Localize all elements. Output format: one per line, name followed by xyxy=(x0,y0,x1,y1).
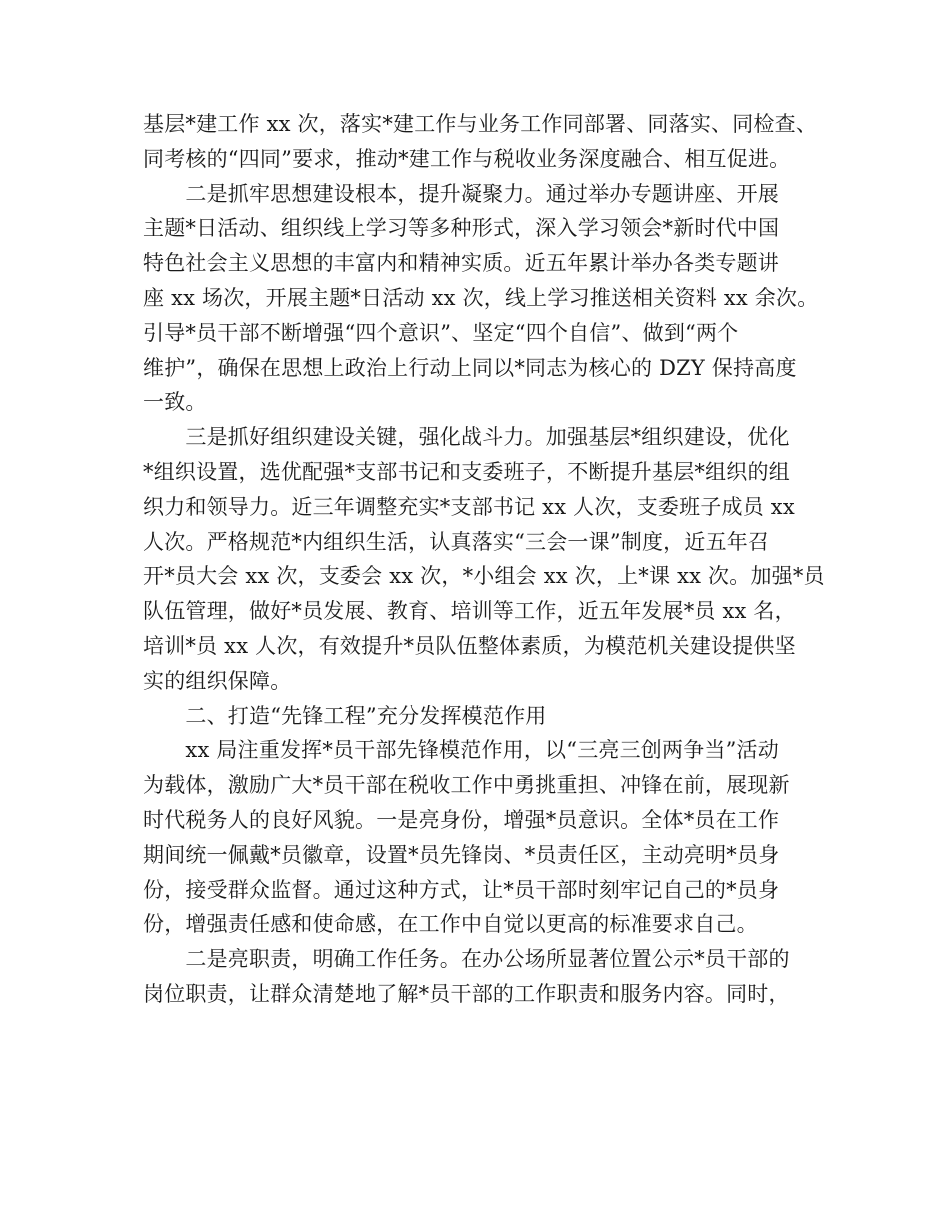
text-line: 岗位职责，让群众清楚地了解*员干部的工作职责和服务内容。同时， xyxy=(143,981,790,1006)
text-line: 特色社会主义思想的丰富内和精神实质。近五年累计举办各类专题讲 xyxy=(143,251,779,276)
text-line: 份，增强责任感和使命感，在工作中自觉以更高的标准要求自己。 xyxy=(143,912,758,937)
paragraph xyxy=(143,699,833,734)
text-line: 织力和领导力。近三年调整充实*支部书记 xx 人次，支委班子成员 xx xyxy=(143,494,795,519)
text-line: 实的组织保障。 xyxy=(143,668,292,693)
text-line: 人次。严格规范*内组织生活，认真落实“三会一课”制度，近五年召 xyxy=(143,529,770,554)
text-line: 引导*员干部不断增强“四个意识”、坚定“四个自信”、做到“两个 xyxy=(143,320,739,345)
text-line: *组织设置，选优配强*支部书记和支委班子，不断提升基层*组织的组 xyxy=(143,459,790,484)
paragraph xyxy=(143,177,833,421)
text-line: 培训*员 xx 人次，有效提升*员队伍整体素质，为模范机关建设提供坚 xyxy=(143,633,796,658)
paragraph xyxy=(143,733,833,942)
text-line: 二是抓牢思想建设根本，提升凝聚力。通过举办专题讲座、开展 xyxy=(143,181,779,206)
text-line: 座 xx 场次，开展主题*日活动 xx 次，线上学习推送相关资料 xx 余次。 xyxy=(143,285,819,310)
paragraph xyxy=(143,420,833,698)
text-line: 维护”，确保在思想上政治上行动上同以*同志为核心的 DZY 保持高度 xyxy=(143,355,797,380)
paragraph xyxy=(143,107,833,177)
text-line: 时代税务人的良好风貌。一是亮身份，增强*员意识。全体*员在工作 xyxy=(143,807,780,832)
text-line: 同考核的“四同”要求，推动*建工作与税收业务深度融合、相互促进。 xyxy=(143,146,791,171)
text-line: 期间统一佩戴*员徽章，设置*员先锋岗、*员责任区，主动亮明*员身 xyxy=(143,842,780,867)
text-line: xx 局注重发挥*员干部先锋模范作用，以“三亮三创两争当”活动 xyxy=(143,738,779,763)
paragraph xyxy=(143,942,833,1012)
text-line: 为载体，激励广大*员干部在税收工作中勇挑重担、冲锋在前，展现新 xyxy=(143,773,790,798)
text-line: 开*员大会 xx 次，支委会 xx 次，*小组会 xx 次，上*课 xx 次。加强*员 xyxy=(143,564,825,589)
text-line: 二是亮职责，明确工作任务。在办公场所显著位置公示*员干部的 xyxy=(143,947,790,972)
text-line: 主题*日活动、组织线上学习等多种形式，深入学习领会*新时代中国 xyxy=(143,216,780,241)
text-line: 份，接受群众监督。通过这种方式，让*员干部时刻牢记自己的*员身 xyxy=(143,877,780,902)
document-body xyxy=(143,107,833,1012)
text-line: 一致。 xyxy=(143,390,207,415)
text-line: 二、打造“先锋工程”充分发挥模范作用 xyxy=(143,703,547,728)
text-line: 队伍管理，做好*员发展、教育、培训等工作，近五年发展*员 xx 名， xyxy=(143,599,796,624)
text-line: 基层*建工作 xx 次，落实*建工作与业务工作同部署、同落实、同检查、 xyxy=(143,112,818,136)
text-line: 三是抓好组织建设关键，强化战斗力。加强基层*组织建设，优化 xyxy=(143,425,790,450)
